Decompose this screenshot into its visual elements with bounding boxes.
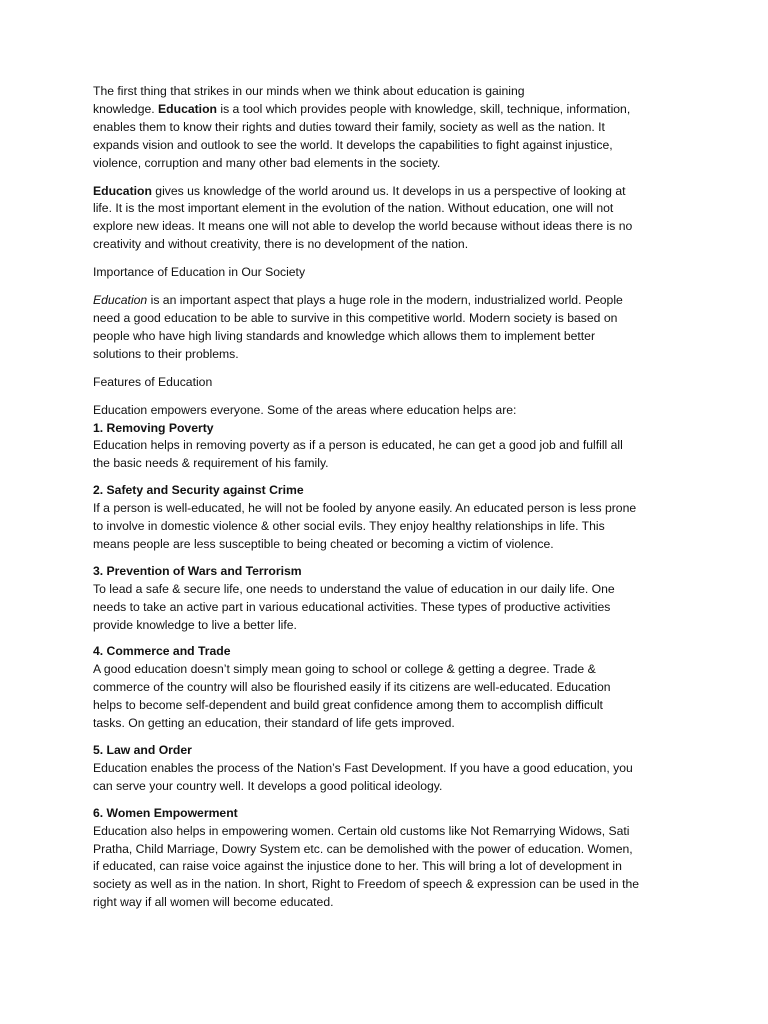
text-fragment: gives us knowledge of the world around us. It develops in us a perspective of looking at — [151, 183, 626, 198]
text-line: Pratha, Child Marriage, Dowry System etc. can be demolished with the power of education. Women, — [93, 841, 633, 856]
feature-body — [93, 823, 688, 913]
feature-body — [93, 500, 688, 554]
feature-item — [93, 482, 688, 554]
feature-item — [93, 563, 688, 635]
text-line: Education helps in removing poverty as if a person is educated, he can get a good job and fulfill all — [93, 438, 623, 453]
feature-title — [93, 563, 688, 581]
feature-item — [93, 805, 688, 912]
feature-body — [93, 437, 688, 473]
knowledge-paragraph — [93, 183, 688, 255]
importance-paragraph — [93, 292, 688, 364]
feature-title — [93, 643, 688, 661]
heading-features: Features of Education — [93, 374, 213, 389]
feature-title-text: 3. Prevention of Wars and Terrorism — [93, 563, 302, 578]
text-line: solutions to their problems. — [93, 346, 239, 361]
text-fragment: is a tool which provides people with knowledge, skill, technique, information, — [220, 101, 631, 116]
feature-title-text: 5. Law and Order — [93, 743, 192, 757]
text-line: can serve your country well. It develops a good political ideology. — [93, 778, 443, 793]
text-line: If a person is well-educated, he will not be fooled by anyone easily. An educated person is less prone — [93, 501, 637, 516]
text-line: the basic needs & requirement of his family. — [93, 456, 329, 471]
text-line — [93, 101, 688, 119]
text-line: society as well as in the nation. In short, Right to Freedom of speech & expression can be used in the — [93, 877, 640, 892]
heading-importance: Importance of Education in Our Society — [93, 265, 306, 280]
text-line — [93, 183, 688, 201]
feature-title — [93, 482, 688, 500]
text-line: right way if all women will become educated. — [93, 895, 334, 910]
feature-title — [93, 742, 688, 760]
feature-title-text: 2. Safety and Security against Crime — [93, 483, 304, 498]
italic-term: Education — [93, 293, 148, 308]
bold-term: Education — [93, 183, 152, 198]
feature-body — [93, 581, 688, 635]
text-line — [93, 292, 688, 310]
feature-item — [93, 643, 688, 733]
text-line: if educated, can raise voice against the injustice done to her. This will bring a lot of development in — [93, 859, 622, 874]
text-line: helps to become self-dependent and build great confidence among them to accomplish difficult — [93, 698, 603, 713]
feature-title-text: 6. Women Empowerment — [93, 805, 238, 820]
text-fragment: knowledge. — [93, 101, 159, 116]
text-line: To lead a safe & secure life, one needs to understand the value of education in our daily life. One — [93, 581, 615, 596]
feature-title-text: 4. Commerce and Trade — [93, 644, 231, 659]
text-line: provide knowledge to live a better life. — [93, 617, 297, 632]
feature-item — [93, 420, 688, 474]
text-line: to involve in domestic violence & other social evils. They enjoy healthy relationships in life. This — [93, 519, 605, 534]
text-line: The first thing that strikes in our minds when we think about education is gaining — [93, 84, 525, 98]
text-line: life. It is the most important element in the evolution of the nation. Without education, one will not — [93, 201, 614, 216]
text-line: Education also helps in empowering women. Certain old customs like Not Remarrying Widows, Sati — [93, 823, 630, 838]
feature-title — [93, 805, 688, 823]
feature-title-text: 1. Removing Poverty — [93, 420, 214, 435]
text-line: people who have high living standards and knowledge which allows them to implement better — [93, 328, 596, 343]
text-line: violence, corruption and many other bad elements in the society. — [93, 155, 441, 170]
text-line: Education enables the process of the Nation’s Fast Development. If you have a good education, you — [93, 760, 633, 775]
feature-body — [93, 760, 688, 796]
text-line: explore new ideas. It means one will not able to develop the world because without ideas there is no — [93, 219, 633, 234]
feature-body — [93, 661, 688, 733]
text-line: expands vision and outlook to see the world. It develops the capabilities to fight against injustice, — [93, 137, 613, 152]
text-line: A good education doesn’t simply mean going to school or college & getting a degree. Trade & — [93, 662, 596, 677]
bold-term: Education — [158, 101, 217, 116]
text-line: creativity and without creativity, there is no development of the nation. — [93, 237, 469, 252]
feature-item — [93, 742, 688, 796]
text-fragment: is an important aspect that plays a huge role in the modern, industrialized world. People — [147, 293, 623, 308]
text-line: need a good education to be able to survive in this competitive world. Modern society is based on — [93, 310, 618, 325]
text-line: means people are less susceptible to being cheated or becoming a victim of violence. — [93, 536, 554, 551]
text-line: needs to take an active part in various educational activities. These types of productive activities — [93, 599, 611, 614]
intro-paragraph — [93, 83, 688, 173]
text-line: commerce of the country will also be flourished easily if its citizens are well-educated. Education — [93, 680, 611, 695]
text-line: enables them to know their rights and duties toward their family, society as well as the nation. It — [93, 119, 605, 134]
text-line: tasks. On getting an education, their standard of life gets improved. — [93, 716, 455, 731]
features-intro: Education empowers everyone. Some of the areas where education helps are: — [93, 402, 517, 417]
feature-title — [93, 420, 688, 438]
